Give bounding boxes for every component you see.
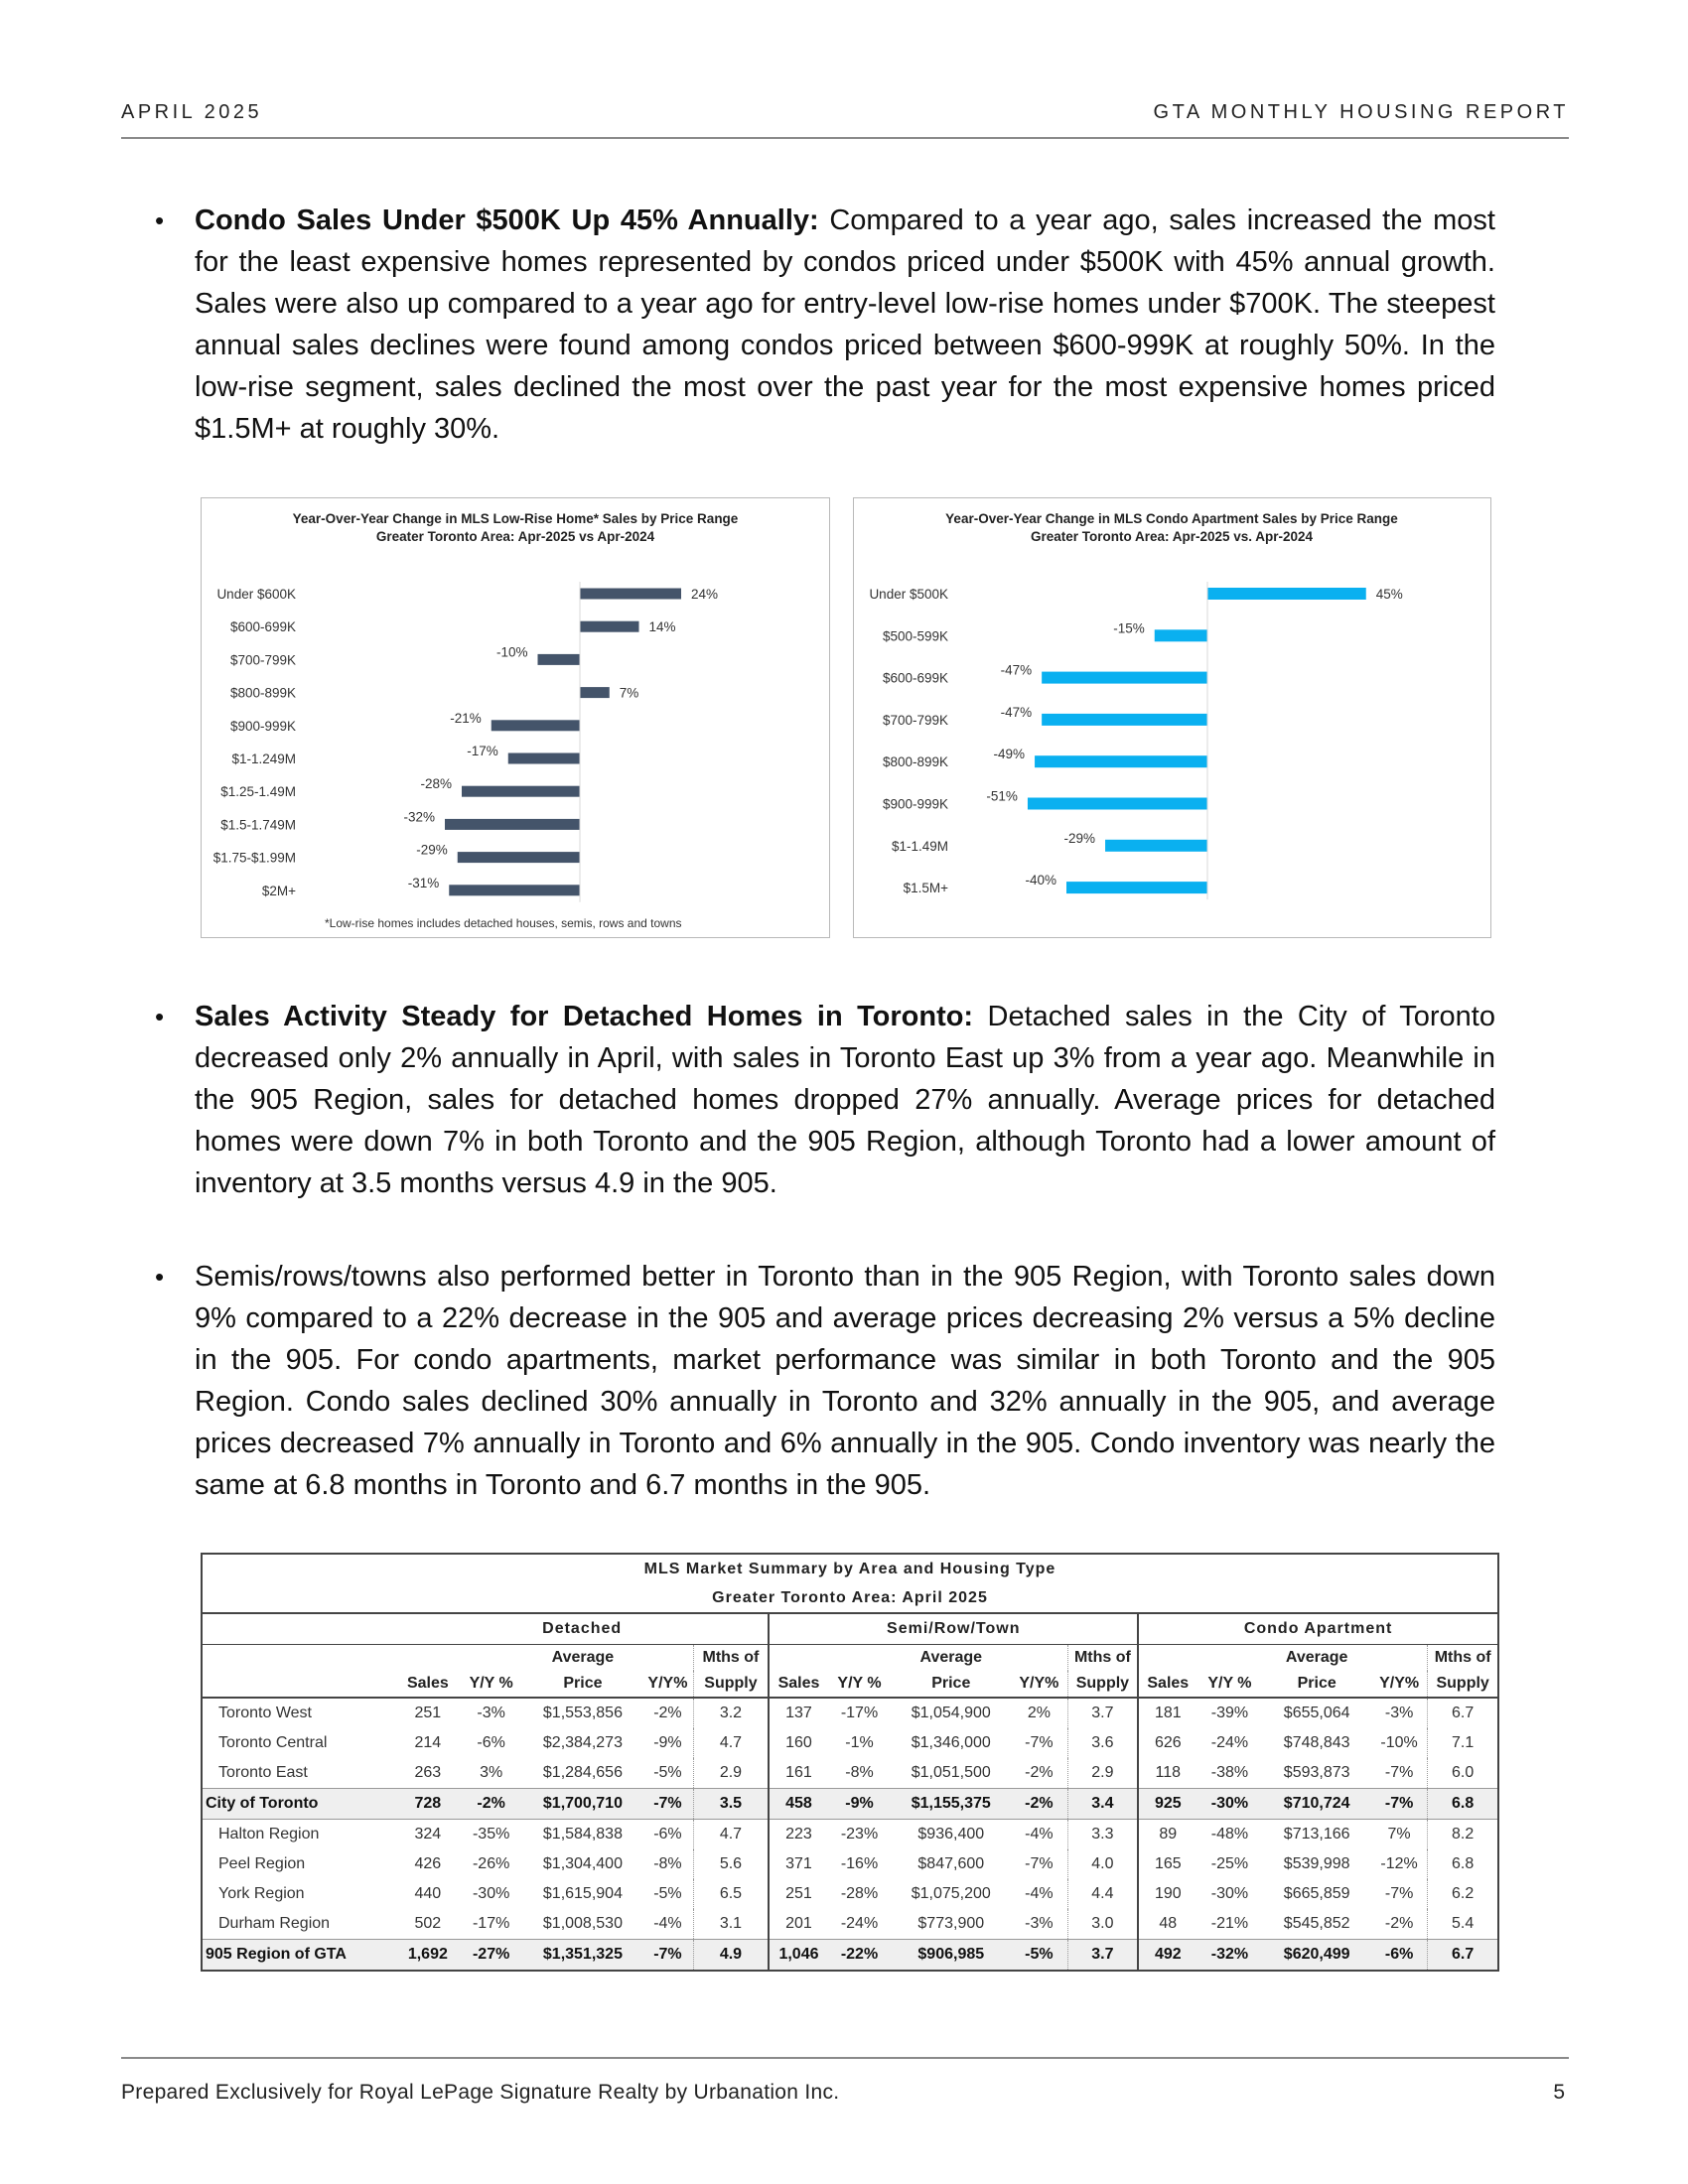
category-label: $800-899K [882,754,948,770]
col-average: Average [551,1649,615,1666]
table-cell: 161 [769,1758,827,1789]
table-cell: 492 [1138,1940,1196,1972]
bullet-text: Compared to a year ago, sales increased the most for the least expensive homes represented by condos priced under $500K with 45% annual growth. Sales were also up compared to a year ago for entry-level low-rise homes under $700K. The steepest annual sales declines were found among condos priced between $600-999K at roughly 50%. In the low-rise segment, sales declined the most over the past year for the most expensive homes priced $1.5M+ at roughly 30%. [195,205,1495,445]
table-cell: 3.5 [693,1789,769,1820]
group-condo: Condo Apartment [1138,1613,1498,1645]
col-sales: Sales [769,1671,827,1698]
table-cell: -7% [1384,1885,1414,1902]
data-label: -29% [1063,830,1096,846]
table-cell: -2% [653,1705,682,1721]
chart-subtitle: Greater Toronto Area: Apr-2025 vs Apr-2024 [375,529,655,544]
table-cell: 6.0 [1428,1758,1498,1789]
row-area: 905 Region of GTA [202,1940,396,1972]
chart-title: Year-Over-Year Change in MLS Low-Rise Home* Sales by Price Range [292,511,739,526]
chart-footnote: *Low-rise homes includes detached houses, semis, rows and towns [325,916,682,930]
table-cell: $773,900 [917,1915,985,1932]
page-number: 5 [1553,2081,1565,2104]
table-row [202,1820,1498,1850]
col-yy: Y/Y % [828,1671,892,1698]
table-cell: $539,998 [1283,1855,1350,1872]
table-cell: 190 [1138,1879,1196,1909]
table-cell: 4.9 [693,1940,769,1972]
col-average: Average [919,1649,983,1666]
table-cell: 165 [1138,1849,1196,1879]
row-area: Toronto East [218,1764,308,1781]
table-cell: 458 [769,1789,827,1820]
col-supply: Supply [1428,1671,1498,1698]
table-cell: 371 [769,1849,827,1879]
table-cell: $665,859 [1283,1885,1350,1902]
table-cell: -5% [1011,1940,1067,1972]
table-row [202,1849,1498,1879]
table-cell: 1,692 [396,1940,460,1972]
table-cell: 4.7 [693,1820,769,1850]
table-cell: -10% [1380,1734,1418,1751]
row-area: City of Toronto [202,1789,396,1820]
table-cell: 3.4 [1067,1789,1138,1820]
row-area: Toronto West [218,1705,312,1721]
chart-title: Year-Over-Year Change in MLS Condo Apartment Sales by Price Range [945,511,1398,526]
table-cell: -4% [1025,1826,1054,1843]
table-cell: -8% [845,1764,874,1781]
table-cell: 6.5 [693,1879,769,1909]
lowrise-chart-svg [202,498,829,937]
bar [458,852,580,863]
data-label: -15% [1113,620,1145,636]
table-cell: 3.7 [1067,1940,1138,1972]
col-price: Price [891,1671,1011,1698]
group-detached: Detached [396,1613,769,1645]
table-cell: 251 [769,1879,827,1909]
table-cell: -3% [1384,1705,1414,1721]
page-footer [121,2057,1569,2104]
data-label: 7% [619,685,639,701]
table-cell: -7% [1384,1764,1414,1781]
table-cell: -7% [642,1940,693,1972]
table-cell: -3% [1025,1915,1054,1932]
table-cell: $545,852 [1283,1915,1350,1932]
table-cell: 6.8 [1428,1849,1498,1879]
table-cell: $1,584,838 [542,1826,623,1843]
table-cell: 3% [480,1764,503,1781]
bar [508,753,580,764]
category-label: $900-999K [882,796,948,812]
table-cell: 7% [1387,1826,1411,1843]
table-cell: 4.4 [1067,1879,1138,1909]
table-cell: -5% [653,1885,682,1902]
col-supply: Supply [693,1671,769,1698]
page-header [121,97,1569,139]
col-mths-of: Mths of [693,1645,769,1672]
category-label: $1.25-1.49M [220,784,296,800]
category-label: $1-1.249M [231,751,296,766]
table-cell: 2.9 [693,1758,769,1789]
category-label: $600-699K [229,619,296,635]
table-cell: $710,724 [1262,1789,1370,1820]
col-mths-of: Mths of [1067,1645,1138,1672]
bullet-text: Detached sales in the City of Toronto decreased only 2% annually in April, with sales in Toronto East up 3% from a year ago. Meanwhile in the 905 Region, sales for detached homes dropped 27% annually. Average prices for detached homes were down 7% in both Toronto and the 905 Region, although Toronto had a lower amount of inventory at 3.5 months versus 4.9 in the 905. [195,1001,1495,1199]
table-title: MLS Market Summary by Area and Housing Type [643,1560,1056,1577]
table-body [202,1698,1498,1971]
data-label: -47% [1000,662,1033,678]
table-cell: 3.3 [1067,1820,1138,1850]
table-cell: 6.7 [1428,1940,1498,1972]
table-cell: 118 [1138,1758,1196,1789]
table-cell: $1,155,375 [891,1789,1011,1820]
table-cell: 48 [1138,1909,1196,1940]
category-label: $900-999K [229,718,296,734]
bar [449,885,580,895]
table-cell: -2% [1011,1789,1067,1820]
table-cell: 324 [414,1826,442,1843]
data-label: -49% [993,747,1026,762]
col-yy-price: Y/Y% [1011,1671,1067,1698]
table-cell: 8.2 [1428,1820,1498,1850]
table-cell: -23% [840,1826,879,1843]
table-subtitle: Greater Toronto Area: April 2025 [202,1583,1498,1613]
table-cell: -1% [845,1734,874,1751]
table-cell: -27% [460,1940,523,1972]
row-area: Toronto Central [218,1734,328,1751]
table-row [202,1909,1498,1940]
table-cell: 440 [414,1885,442,1902]
table-cell: -24% [840,1915,879,1932]
table-cell: 502 [414,1915,442,1932]
data-label: -17% [467,744,498,758]
table-cell: -26% [472,1855,510,1872]
table-cell: -8% [653,1855,682,1872]
table-cell: $936,400 [917,1826,985,1843]
group-semi: Semi/Row/Town [769,1613,1138,1645]
table-cell: -7% [1371,1789,1428,1820]
table-cell: 6.8 [1428,1789,1498,1820]
table-cell: 3.1 [693,1909,769,1940]
data-label: -21% [450,710,482,726]
table-cell: -4% [653,1915,682,1932]
market-summary-table [201,1553,1499,1972]
bar [1042,672,1207,684]
table-cell: 4.0 [1067,1849,1138,1879]
table-cell: -7% [1025,1855,1054,1872]
table-cell: 426 [414,1855,442,1872]
table-cell: 626 [1138,1728,1196,1758]
table-cell: 6.2 [1428,1879,1498,1909]
table-cell: 925 [1138,1789,1196,1820]
col-average: Average [1285,1649,1348,1666]
report-title: GTA MONTHLY HOUSING REPORT [1153,101,1569,123]
bar [492,720,580,731]
data-label: 24% [691,587,719,602]
col-price: Price [523,1671,643,1698]
bullet-detached-sales [195,996,1495,1204]
bar [1042,714,1207,726]
bullet-condo-sales [195,200,1495,450]
col-yy: Y/Y % [460,1671,523,1698]
table-cell: -38% [1210,1764,1249,1781]
table-cell: -22% [828,1940,892,1972]
table-cell: 3.6 [1067,1728,1138,1758]
table-row [202,1758,1498,1789]
bar [580,621,639,632]
bar [1028,798,1207,810]
bar [462,786,580,797]
col-yy: Y/Y % [1196,1671,1262,1698]
table-cell: 6.7 [1428,1698,1498,1728]
table-cell: -12% [1380,1855,1418,1872]
table-cell: $1,051,500 [911,1764,991,1781]
table-cell: 89 [1138,1820,1196,1850]
table-cell: 4.7 [693,1728,769,1758]
table-cell: -21% [1210,1915,1249,1932]
table-cell: -6% [1371,1940,1428,1972]
table-cell: -32% [1196,1940,1262,1972]
category-label: $2M+ [261,883,296,898]
lowrise-chart [201,497,830,938]
category-label: $1.75-$1.99M [212,850,296,866]
table-cell: $1,008,530 [542,1915,623,1932]
table-cell: -30% [1196,1789,1262,1820]
col-yy-price: Y/Y% [1371,1671,1428,1698]
category-label: Under $600K [216,587,296,602]
category-label: $1.5-1.749M [220,817,296,833]
table-cell: $1,615,904 [542,1885,623,1902]
table-cell: $620,499 [1262,1940,1370,1972]
table-cell: 181 [1138,1698,1196,1728]
data-label: -47% [1000,704,1033,720]
bullet-heading: Sales Activity Steady for Detached Homes in Toronto: [195,1001,974,1032]
table-cell: -30% [1210,1885,1249,1902]
table-cell: 160 [769,1728,827,1758]
table-cell: -25% [1210,1855,1249,1872]
table-row [202,1940,1498,1972]
data-label: -40% [1025,873,1056,888]
bar [580,687,610,698]
table-cell: -30% [472,1885,510,1902]
row-area: Peel Region [218,1855,306,1872]
table-cell: -5% [653,1764,682,1781]
table-cell: -2% [1384,1915,1414,1932]
bar [1035,755,1207,767]
table-cell: $1,700,710 [523,1789,643,1820]
table-cell: -48% [1210,1826,1249,1843]
condo-chart [853,497,1491,938]
table-cell: $1,304,400 [542,1855,623,1872]
table-row [202,1789,1498,1820]
table-cell: 1,046 [769,1940,827,1972]
category-label: Under $500K [869,587,948,602]
table-cell: 201 [769,1909,827,1940]
table-row [202,1728,1498,1758]
table-cell: -3% [477,1705,505,1721]
table-cell: -4% [1025,1885,1054,1902]
table-cell: 728 [396,1789,460,1820]
table-cell: -2% [1025,1764,1054,1781]
table-cell: -17% [472,1915,510,1932]
table-cell: 5.6 [693,1849,769,1879]
table-cell: -6% [477,1734,505,1751]
table-cell: -9% [828,1789,892,1820]
row-area: Durham Region [218,1915,331,1932]
row-area: York Region [218,1885,305,1902]
table-cell: -35% [472,1826,510,1843]
data-label: -32% [403,809,435,825]
table-cell: -7% [642,1789,693,1820]
data-label: -51% [986,788,1018,804]
group-spacer [202,1613,396,1645]
table-cell: 2.9 [1067,1758,1138,1789]
row-area: Halton Region [218,1826,320,1843]
table-cell: -39% [1210,1705,1249,1721]
table-cell: $906,985 [891,1940,1011,1972]
bar [1066,882,1207,893]
table-cell: 214 [414,1734,442,1751]
data-label: -29% [416,842,448,858]
table-cell: 5.4 [1428,1909,1498,1940]
table-cell: $1,553,856 [542,1705,623,1721]
table-cell: $847,600 [917,1855,985,1872]
table-cell: 251 [414,1705,442,1721]
category-label: $600-699K [882,670,948,686]
table-cell: 3.2 [693,1698,769,1728]
table-row [202,1879,1498,1909]
table-cell: $1,284,656 [542,1764,623,1781]
table-cell: $1,351,325 [523,1940,643,1972]
bullet-heading: Condo Sales Under $500K Up 45% Annually: [195,205,819,236]
table-cell: 223 [769,1820,827,1850]
table-cell: -16% [840,1855,879,1872]
bar [538,654,581,665]
table-cell: 3.7 [1067,1698,1138,1728]
table-cell: 137 [769,1698,827,1728]
table-cell: -2% [460,1789,523,1820]
category-label: $1.5M+ [903,881,948,896]
bar [1105,840,1207,852]
col-yy-price: Y/Y% [642,1671,693,1698]
table-cell: $713,166 [1283,1826,1350,1843]
table-cell: $1,075,200 [911,1885,991,1902]
bar [1207,588,1366,600]
footer-credit: Prepared Exclusively for Royal LePage Signature Realty by Urbanation Inc. [121,2081,840,2104]
condo-chart-svg [854,498,1490,937]
data-label: 14% [648,619,676,635]
table-cell: -24% [1210,1734,1249,1751]
data-label: 45% [1375,587,1403,602]
data-label: -10% [495,644,528,660]
category-label: $700-799K [229,652,296,668]
bar [445,819,580,830]
col-sales: Sales [396,1671,460,1698]
table-cell: $1,054,900 [911,1705,991,1721]
table-cell: -17% [840,1705,879,1721]
data-label: -28% [420,776,452,792]
chart-subtitle: Greater Toronto Area: Apr-2025 vs. Apr-2024 [1030,529,1314,544]
category-label: $700-799K [882,712,948,728]
report-date: APRIL 2025 [121,101,263,123]
col-supply: Supply [1067,1671,1138,1698]
category-label: $1-1.49M [891,838,948,854]
table-cell: -9% [653,1734,682,1751]
table-cell: -28% [840,1885,879,1902]
table-row [202,1698,1498,1728]
bullet-semis-condos [195,1256,1495,1506]
table-cell: $655,064 [1283,1705,1350,1721]
bar [1155,629,1207,641]
col-mths-of: Mths of [1428,1645,1498,1672]
bar [580,589,681,600]
table-cell: -6% [653,1826,682,1843]
table-cell: $593,873 [1283,1764,1350,1781]
bullet-text: Semis/rows/towns also performed better in Toronto than in the 905 Region, with Toronto sales down 9% compared to a 22% decrease in the 905 and average prices decreasing 2% versus a 5% decline in the 905. For condo apartments, market performance was similar in both Toronto and the 905 Region. Condo sales declined 30% annually in Toronto and 32% annually in the 905, and average prices decreased 7% annually in Toronto and 6% annually in the 905. Condo inventory was nearly the same at 6.8 months in Toronto and 6.7 months in the 905. [195,1261,1495,1501]
col-sales: Sales [1138,1671,1196,1698]
category-label: $500-599K [882,628,948,644]
category-label: $800-899K [229,685,296,701]
table-cell: -7% [1025,1734,1054,1751]
col-price: Price [1262,1671,1370,1698]
table-cell: 7.1 [1428,1728,1498,1758]
data-label: -31% [407,875,440,890]
table-cell: $748,843 [1283,1734,1350,1751]
table-cell: 3.0 [1067,1909,1138,1940]
table-cell: $2,384,273 [542,1734,623,1751]
table-cell: $1,346,000 [911,1734,991,1751]
table-cell: 263 [414,1764,442,1781]
table-cell: 2% [1027,1705,1051,1721]
